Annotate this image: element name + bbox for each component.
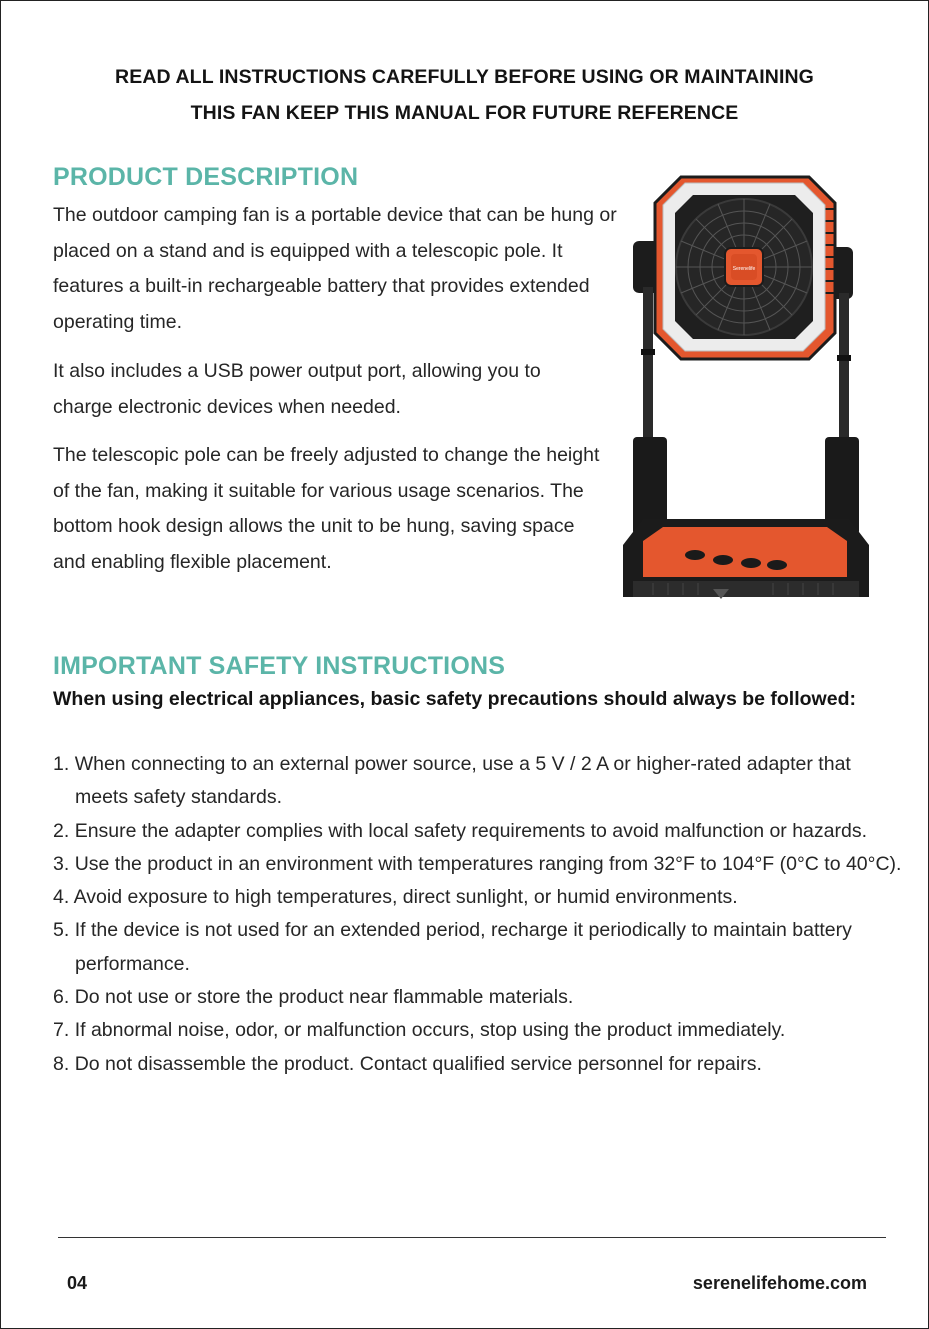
footer-divider — [58, 1237, 886, 1238]
header-line-2: THIS FAN KEEP THIS MANUAL FOR FUTURE REFERENCE — [190, 102, 739, 124]
safety-item: 5. If the device is not used for an extended period, recharge it periodically to maintain battery performance. — [53, 919, 852, 975]
description-paragraph-3: The telescopic pole can be freely adjusted to change the height of the fan, making it suitable for various usage scenarios. The bottom hook design allows the unit to be hung, saving space and enabling flexible placement. — [53, 444, 600, 574]
header-warning — [1, 59, 928, 131]
header-line-1: READ ALL INSTRUCTIONS CAREFULLY BEFORE USING OR MAINTAINING — [115, 66, 814, 88]
safety-lead: When using electrical appliances, basic safety precautions should always be followed: — [53, 688, 856, 710]
description-paragraph-2: It also includes a USB power output port, allowing you to charge electronic devices when needed. — [53, 360, 541, 418]
safety-item: 4. Avoid exposure to high temperatures, direct sunlight, or humid environments. — [53, 886, 738, 909]
page-number: 04 — [67, 1273, 88, 1293]
safety-instructions-title: IMPORTANT SAFETY INSTRUCTIONS — [53, 652, 506, 680]
description-paragraph-1: The outdoor camping fan is a portable device that can be hung or placed on a stand and is equipped with a telescopic pole. It features a built-in rechargeable battery that provides extended operating time. — [53, 204, 617, 334]
camping-fan-illustration — [613, 169, 875, 621]
safety-item: 1. When connecting to an external power source, use a 5 V / 2 A or higher-rated adapter that meets safety standards. — [53, 753, 851, 809]
safety-list — [53, 748, 903, 1081]
safety-item: 6. Do not use or store the product near flammable materials. — [53, 986, 574, 1009]
product-description-title: PRODUCT DESCRIPTION — [53, 163, 359, 191]
safety-item: 7. If abnormal noise, odor, or malfunction occurs, stop using the product immediately. — [53, 1019, 786, 1042]
fan-logo-text: Serenelife — [732, 266, 756, 272]
safety-item: 2. Ensure the adapter complies with local safety requirements to avoid malfunction or hazards. — [53, 819, 868, 842]
website-text: serenelifehome.com — [692, 1273, 867, 1293]
safety-item: 3. Use the product in an environment with temperatures ranging from 32°F to 104°F (0°C to 40°C). — [53, 852, 902, 875]
safety-item: 8. Do not disassemble the product. Contact qualified service personnel for repairs. — [53, 1052, 762, 1075]
